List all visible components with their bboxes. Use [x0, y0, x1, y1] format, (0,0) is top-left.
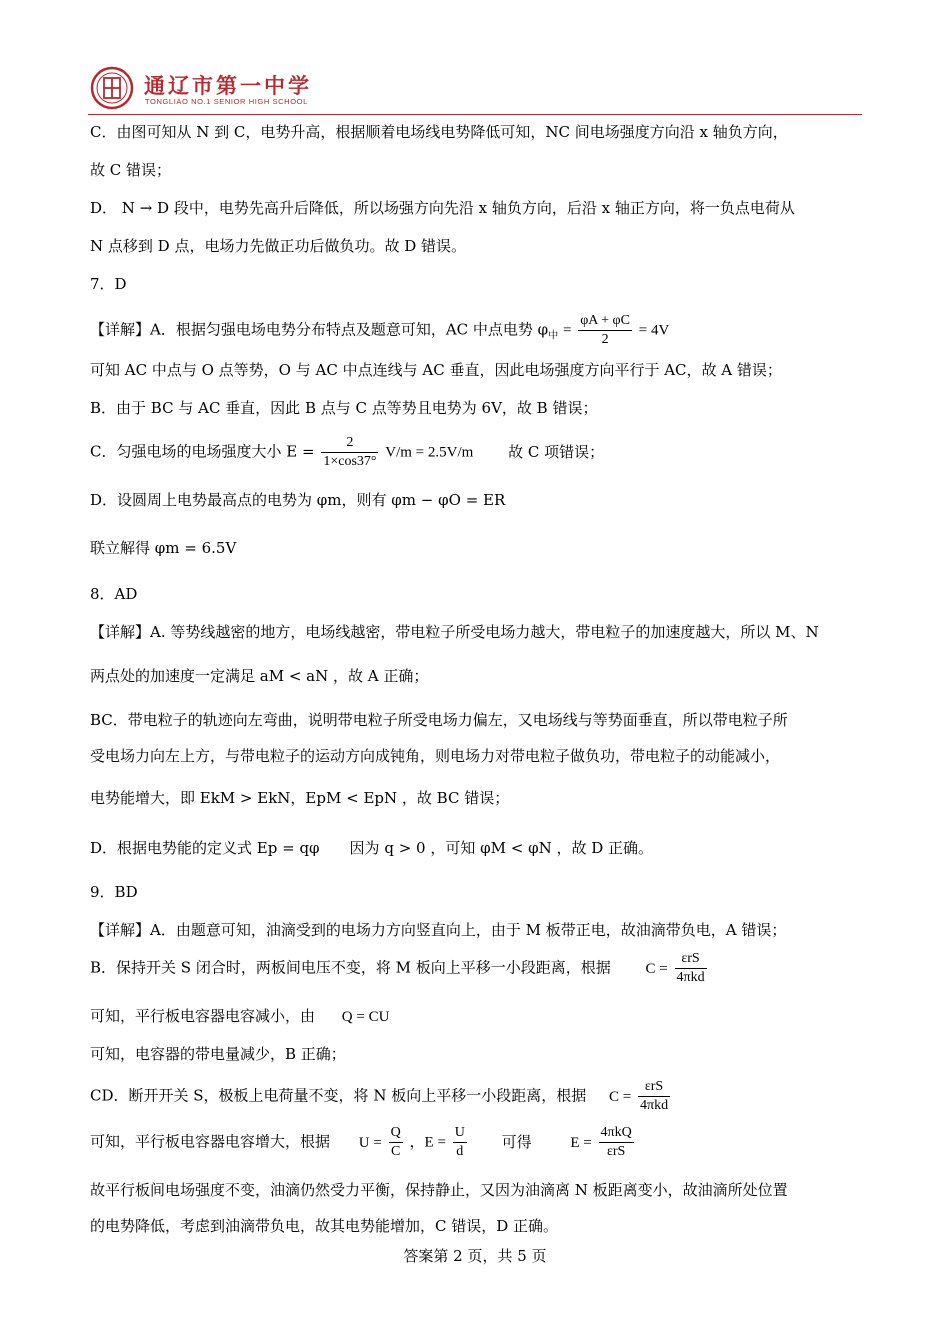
- q9-b2-eq: Q = CU: [341, 1009, 390, 1025]
- q9-cd2-u-num: Q: [389, 1124, 403, 1143]
- text-line: 可知，电容器的带电量减少，B 正确；: [90, 1045, 346, 1063]
- q9-cd2-u-den: C: [391, 1144, 401, 1159]
- q9-b-eq: C =: [645, 960, 668, 977]
- text-line: B．由于 BC 与 AC 垂直，因此 B 点与 C 点等势且电势为 6V，故 B 错误；: [90, 399, 598, 417]
- q9-cd2-eq2-num: 4πkQ: [599, 1124, 634, 1143]
- text-line: 【详解】A. 等势线越密的地方，电场线越密，带电粒子所受电场力越大，带电粒子的加速度越大，所以 M、N: [90, 623, 819, 641]
- q7-a-den: 2: [601, 332, 609, 347]
- q7-a-num: φA + φC: [578, 312, 632, 331]
- header-divider: [88, 114, 862, 115]
- q9-b-lead: B．保持开关 S 闭合时，两板间电压不变，将 M 板向上平移一小段距离，根据: [90, 958, 611, 977]
- text-line: 电势能增大，即 EkM > EkN，EpM < EpN ，故 BC 错误；: [90, 789, 510, 807]
- text-line: 故 C 错误；: [90, 161, 172, 179]
- text-line: BC．带电粒子的轨迹向左弯曲，说明带电粒子所受电场力偏左，又电场线与等势面垂直，所以带电粒子所: [90, 711, 788, 729]
- q9-cd2-lead: 可知，平行板电容器电容增大，根据: [90, 1132, 331, 1151]
- q9-cd2-eq2-den: εrS: [606, 1144, 626, 1159]
- q7-a-tail: = 4V: [638, 322, 670, 339]
- q7-c-line: [90, 434, 604, 471]
- text-line: D．根据电势能的定义式 Ep = qφ 因为 q > 0 ，可知 φM < φN ，故 D 正确。: [90, 839, 654, 857]
- text-line: 可知 AC 中点与 O 点等势，O 与 AC 中点连线与 AC 垂直，因此电场强度方向平行于 AC，故 A 错误；: [90, 361, 782, 379]
- question-9-title: 9．BD: [90, 883, 138, 901]
- text-line: 故平行板间电场强度不变，油滴仍然受力平衡，保持静止，又因为油滴离 N 板距离变小，故油滴所处位置: [90, 1181, 788, 1199]
- text-line: 的电势降低，考虑到油滴带负电，故其电势能增加，C 错误，D 正确。: [90, 1217, 559, 1235]
- q9-b-num: εrS: [675, 950, 707, 969]
- text-line: C．由图可知从 N 到 C，电势升高，根据顺着电场线电势降低可知，NC 间电场强度方向沿 x 轴负方向，: [90, 123, 788, 141]
- q9-b-den: 4πkd: [676, 970, 705, 985]
- text-line: D． N → D 段中，电势先高升后降低，所以场强方向先沿 x 轴负方向，后沿 x 轴正方向，将一负点电荷从: [90, 199, 795, 217]
- q7-c-num: 2: [321, 434, 378, 453]
- q9-cd-lead: CD．断开开关 S，极板上电荷量不变，将 N 板向上平移一小段距离，根据: [90, 1086, 587, 1105]
- q7-c-fraction: [321, 434, 378, 471]
- page-footer: 答案第 2 页，共 5 页: [403, 1247, 547, 1265]
- q9-b-fraction: [675, 950, 707, 987]
- q9-cd2-eq2-fraction: [599, 1124, 634, 1161]
- q9-cd2-line: [90, 1124, 636, 1161]
- q9-cd-num: εrS: [638, 1078, 670, 1097]
- q9-cd2-u-fraction: [389, 1124, 403, 1161]
- q9-cd2-eq2: E =: [570, 1134, 592, 1151]
- text-line: N 点移到 D 点，电场力先做正功后做负功。故 D 错误。: [90, 237, 467, 255]
- q9-cd2-e-num: U: [453, 1124, 467, 1143]
- q9-cd-line: [90, 1078, 672, 1115]
- page-header: [88, 64, 862, 114]
- q9-cd2-e-fraction: [453, 1124, 467, 1161]
- q7-c-tail: V/m = 2.5V/m: [385, 444, 474, 461]
- q9-cd2-e-den: d: [456, 1144, 464, 1159]
- q9-cd-fraction: [638, 1078, 670, 1115]
- q7-a-sub: 中: [548, 330, 559, 342]
- text-line: 联立解得 φm = 6.5V: [90, 539, 237, 557]
- q7-a-lead: 【详解】A．根据匀强电场电势分布特点及题意可知，AC 中点电势 φ: [90, 320, 549, 339]
- q9-cd2-mid: 可得: [501, 1132, 532, 1151]
- q9-b-line: [90, 950, 709, 987]
- q7-a-fraction: [578, 312, 632, 349]
- school-name-en: TONGLIAO NO.1 SENIOR HIGH SCHOOL: [145, 97, 308, 106]
- q9-cd2-u: U =: [358, 1134, 382, 1151]
- question-7-title: 7．D: [90, 275, 127, 293]
- text-line: 两点处的加速度一定满足 aM < aN ，故 A 正确；: [90, 667, 429, 685]
- q7-a-line: 【详解】A．根据匀强电场电势分布特点及题意可知，AC 中点电势 $\varphi_中$ = $\frac{\varphi A + \varphi C}{2}$ = 4V: [90, 313, 670, 347]
- school-name-cn: 通辽市第一中学: [144, 74, 312, 98]
- text-line: D．设圆周上电势最高点的电势为 φm，则有 φm − φO = ER: [90, 491, 506, 509]
- q9-b2-text: 可知，平行板电容器电容减小，由: [90, 1007, 316, 1025]
- q7-c-end: 故 C 项错误；: [508, 442, 605, 461]
- q9-cd2-e: ，E =: [409, 1134, 446, 1151]
- question-8-title: 8．AD: [90, 585, 138, 603]
- q9-b2-line: [90, 1006, 389, 1027]
- q7-c-lead: C．匀强电场的电场强度大小 E =: [90, 442, 315, 461]
- school-logo-icon: [90, 66, 134, 110]
- q9-cd-den: 4πkd: [640, 1098, 669, 1113]
- q9-cd-eq: C =: [609, 1088, 632, 1105]
- text-line: 【详解】A．由题意可知，油滴受到的电场力方向竖直向上，由于 M 板带正电，故油滴带负电，A 错误；: [90, 921, 787, 939]
- q7-c-den: 1×cos37°: [323, 454, 377, 469]
- text-line: 受电场力向左上方，与带电粒子的运动方向成钝角，则电场力对带电粒子做负功，带电粒子的动能减小，: [90, 747, 781, 765]
